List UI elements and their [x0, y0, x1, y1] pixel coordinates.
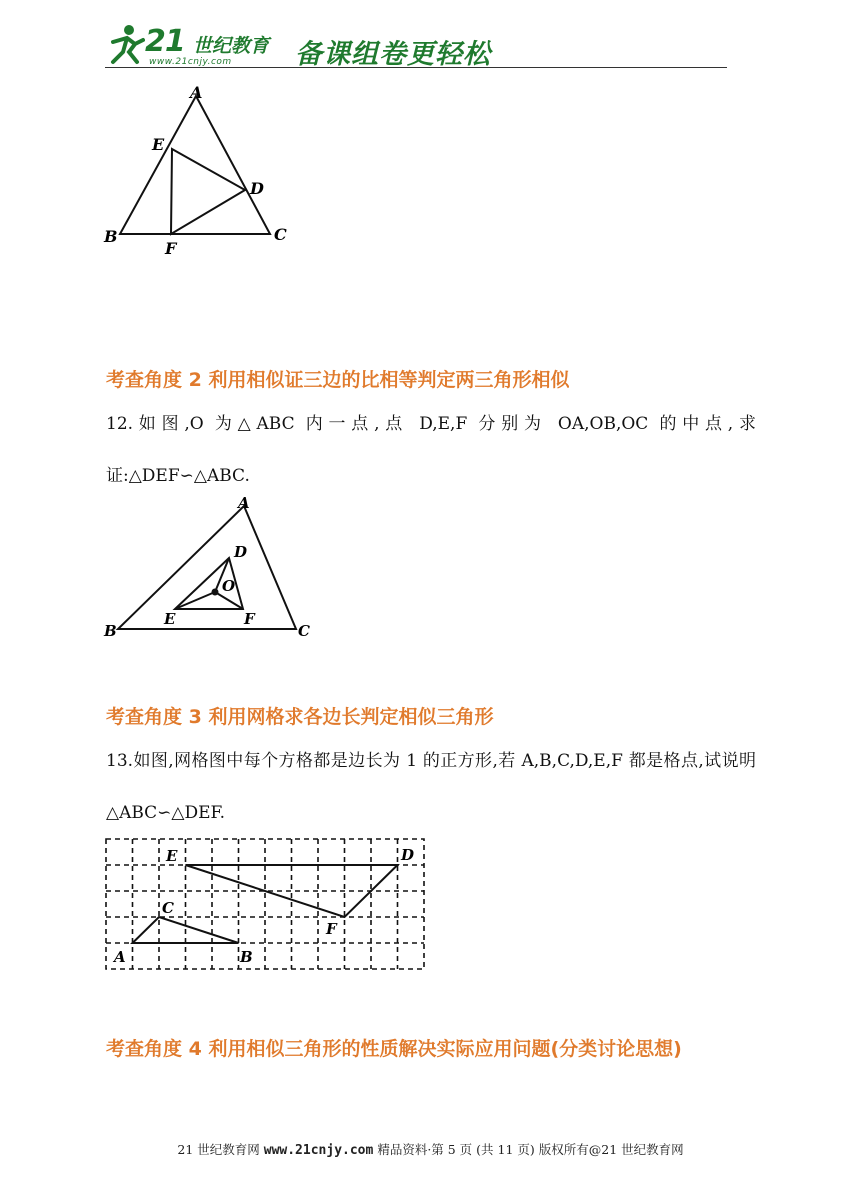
label-d: D	[401, 846, 415, 864]
label-a: A	[190, 83, 203, 102]
label-f: F	[326, 920, 337, 938]
figure-grid-triangles	[100, 834, 430, 974]
label-e: E	[152, 135, 165, 154]
label-b: B	[240, 948, 253, 966]
figure-triangle-abc-def	[100, 82, 300, 262]
label-c: C	[298, 622, 310, 640]
label-o: O	[222, 577, 236, 595]
label-c: C	[162, 899, 174, 917]
logo-name: 世纪教育	[193, 35, 270, 57]
point-o	[212, 589, 219, 596]
label-a: A	[114, 948, 126, 966]
label-f: F	[165, 239, 177, 258]
section-heading-4: 考查角度 4 利用相似三角形的性质解决实际应用问题(分类讨论思想)	[106, 1038, 682, 1060]
label-f: F	[244, 610, 255, 628]
logo-number: 21	[145, 24, 185, 59]
header-slogan: 备课组卷更轻松	[295, 39, 491, 70]
footer-site: www.21cnjy.com	[263, 1143, 374, 1158]
label-b: B	[104, 227, 118, 246]
label-d: D	[234, 543, 248, 561]
figure-triangle-with-point-o	[100, 494, 330, 644]
label-e: E	[164, 610, 176, 628]
question-12: 12.如图,O 为△ABC 内一点,点 D,E,F 分别为 OA,OB,OC 的中点,求证:△DEF∽△ABC.	[106, 414, 756, 486]
label-d: D	[250, 179, 264, 198]
label-c: C	[274, 225, 287, 244]
page-header	[105, 22, 727, 72]
label-a: A	[238, 494, 250, 512]
footer-right: 精品资料·第 5 页 (共 11 页) 版权所有@21 世纪教育网	[377, 1142, 684, 1157]
runner-logo-icon	[105, 22, 145, 68]
label-e: E	[166, 847, 178, 865]
section-heading-2: 考查角度 2 利用相似证三边的比相等判定两三角形相似	[106, 369, 570, 391]
page-footer	[0, 1140, 861, 1158]
label-b: B	[104, 622, 117, 640]
header-divider	[105, 67, 727, 68]
logo-url: www.21cnjy.com	[149, 57, 232, 67]
section-heading-3: 考查角度 3 利用网格求各边长判定相似三角形	[106, 706, 494, 728]
question-13: 13.如图,网格图中每个方格都是边长为 1 的正方形,若 A,B,C,D,E,F 都是格点,试说明△ABC∽△DEF.	[106, 751, 756, 823]
footer-left: 21 世纪教育网	[177, 1142, 260, 1157]
